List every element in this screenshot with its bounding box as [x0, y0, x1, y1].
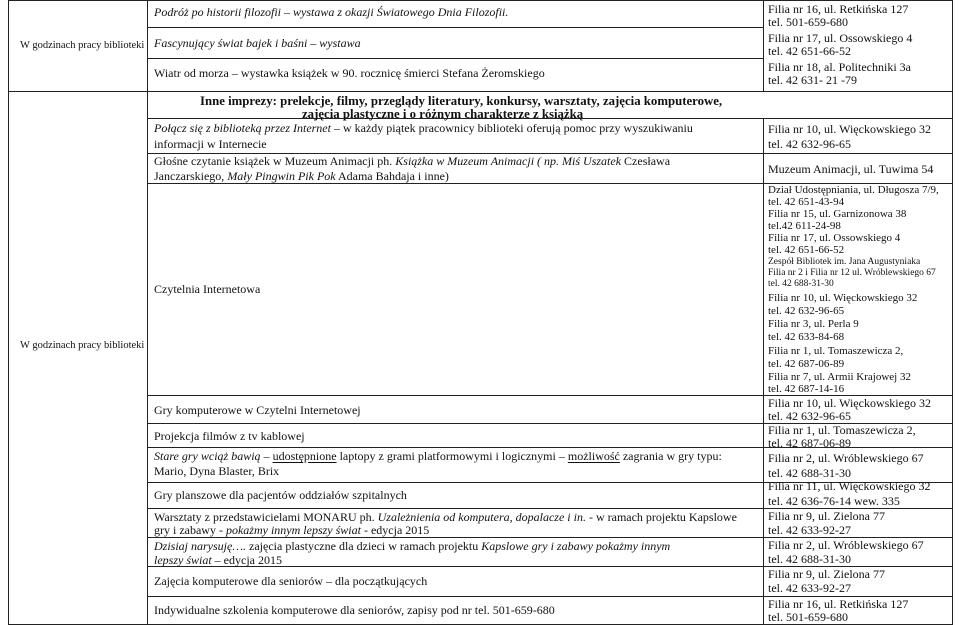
old-games-line2: Mario, Dyna Blaster, Brix — [154, 464, 280, 478]
reading-part: Głośne czytanie książek w Muzeum Animacji ph. — [154, 154, 396, 168]
event-zeromski-exhibition: Wiatr od morza – wystawka książek w 90. rocznicę śmierci Stefana Żeromskiego — [154, 66, 545, 80]
drawing-project: lepszy świat — [154, 553, 212, 567]
internet-help-text — [154, 121, 693, 136]
museum-address: Muzeum Animacji, ul. Tuwima 54 — [768, 162, 934, 176]
branch-line: Dział Udostępniania, ul. Długosza 7/9, — [768, 184, 939, 196]
branch-phone: tel. 42 632-96-65 — [768, 409, 851, 423]
grid-line — [8, 91, 953, 92]
drawing-line2 — [154, 553, 282, 568]
branch-name: Filia nr 2, ul. Wróblewskiego 67 — [768, 538, 924, 552]
branch-phone: tel. 42 631- 21 -79 — [768, 73, 857, 87]
branch-name: Filia nr 17, ul. Ossowskiego 4 — [768, 31, 913, 45]
grid-line — [952, 0, 953, 625]
board-games: Gry planszowe dla pacjentów oddziałów szpitalnych — [154, 488, 407, 502]
branch-name: Filia nr 18, al. Politechniki 3a — [768, 60, 911, 74]
film-projection: Projekcja filmów z tv kablowej — [154, 429, 305, 443]
seniors-training: Indywidualne szkolenia komputerowe dla seniorów, zapisy pod nr tel. 501-659-680 — [154, 603, 555, 617]
grid-line — [147, 58, 764, 59]
branch-name: Filia nr 2, ul. Wróblewskiego 67 — [768, 451, 924, 465]
internet-help-lead: Połącz się z biblioteką przez Internet — [154, 121, 331, 135]
branch-name: Filia nr 16, ul. Retkińska 127 — [768, 2, 909, 16]
old-games-part: zagrania w gry typu: — [619, 449, 722, 463]
workshops-slogan: pokażmy innym lepszy świat — [225, 523, 361, 537]
workshops-part: gry i zabawy - — [154, 523, 226, 537]
reading-text-line2 — [154, 169, 449, 184]
branch-line: tel. 42 688-31-30 — [768, 279, 834, 289]
branch-line: tel. 42 651-66-52 — [768, 244, 845, 256]
section-heading: Inne imprezy: prelekcje, filmy, przeglądy literatury, konkursy, warsztaty, zajęcia komputerowe, — [200, 94, 723, 108]
left-label-hours: W godzinach pracy biblioteki — [20, 40, 145, 51]
branch-phone: tel. 42 651-66-52 — [768, 44, 851, 58]
internet-help-line2: informacji w Internecie — [154, 137, 267, 151]
old-games-text — [154, 449, 722, 464]
branch-line: tel. 42 687-06-89 — [768, 358, 845, 370]
internet-reading-room: Czytelnia Internetowa — [154, 282, 261, 296]
reading-part: Adama Bahdaja i inne) — [335, 169, 449, 183]
branch-line: Filia nr 1, ul. Tomaszewicza 2, — [768, 345, 904, 357]
branch-line: Filia nr 2 i Filia nr 12 ul. Wróblewskiego 67 — [768, 268, 936, 278]
branch-line: tel.42 611-24-98 — [768, 220, 841, 232]
branch-name: Filia nr 10, ul. Więckowskiego 32 — [768, 122, 931, 136]
grid-line — [763, 118, 764, 625]
reading-book-title: Mały Pingwin Pik Pok — [227, 169, 336, 183]
workshops-part: Warsztaty z przedstawicielami MONARU ph. — [154, 510, 378, 524]
seniors-classes: Zajęcia komputerowe dla seniorów – dla początkujących — [154, 574, 428, 588]
drawing-title: Dzisiaj narysuję…. — [154, 539, 247, 553]
drawing-part: – edycja 2015 — [211, 553, 282, 567]
workshops-part: - w ramach projektu Kapslowe — [585, 510, 737, 524]
branch-name: Filia nr 9, ul. Zielona 77 — [768, 567, 885, 581]
reading-part: Janczarskiego, — [154, 169, 228, 183]
left-label-hours: W godzinach pracy biblioteki — [20, 340, 145, 351]
branch-phone: tel. 42 688-31-30 — [768, 466, 851, 480]
event-fairytales-exhibition: Fascynujący świat bajek i baśni – wystawa — [154, 36, 361, 50]
branch-name: Filia nr 1, ul. Tomaszewicza 2, — [768, 423, 916, 437]
branch-line: Filia nr 3, ul. Perla 9 — [768, 318, 859, 330]
old-games-part: – — [260, 449, 273, 463]
branch-line: Filia nr 7, ul. Armii Krajowej 32 — [768, 371, 911, 383]
grid-line — [147, 27, 764, 28]
grid-line — [763, 0, 764, 91]
branch-phone: tel. 42 687-06-89 — [768, 436, 851, 450]
branch-phone: tel. 501-659-680 — [768, 610, 848, 624]
branch-name: Filia nr 16, ul. Retkińska 127 — [768, 597, 909, 611]
old-games-part: udostępnione — [272, 449, 337, 463]
old-games-part: laptopy z grami platformowymi i logicznymi – — [336, 449, 568, 463]
reading-book-title: Miś Uszatek — [562, 154, 622, 168]
branch-phone: tel. 42 632-96-65 — [768, 137, 851, 151]
grid-line — [8, 0, 953, 1]
reading-title: Książka w Muzeum Animacji — [395, 154, 535, 168]
branch-line: tel. 42 687-14-16 — [768, 383, 845, 395]
branch-line: Filia nr 15, ul. Garnizonowa 38 — [768, 208, 907, 220]
drawing-project: Kapslowe gry i zabawy pokażmy innym — [481, 539, 671, 553]
grid-line — [8, 0, 9, 625]
drawing-part: zajęcia plastyczne dla dzieci w ramach projektu — [246, 539, 482, 553]
internet-help-rest: – w każdy piątek pracownicy biblioteki oferują pomoc przy wyszukiwaniu — [330, 121, 693, 135]
branch-line: tel. 42 651-43-94 — [768, 196, 845, 208]
branch-line: Filia nr 17, ul. Ossowskiego 4 — [768, 232, 901, 244]
old-games-part: możliwość — [567, 449, 620, 463]
workshops-part: - edycja 2015 — [360, 523, 430, 537]
branch-name: Filia nr 9, ul. Zielona 77 — [768, 509, 885, 523]
branch-phone: tel. 42 636-76-14 wew. 335 — [768, 494, 900, 508]
workshops-title: Uzależnienia od komputera, dopalacze i in. — [377, 510, 586, 524]
section-heading: zajęcia plastyczne i o różnym charakterze z książką — [302, 107, 584, 121]
branch-line: tel. 42 632-96-65 — [768, 305, 845, 317]
branch-phone: tel. 42 633-92-27 — [768, 581, 851, 595]
branch-name: Filia nr 11, ul. Więckowskiego 32 — [768, 479, 931, 493]
old-games-title: Stare gry wciąż bawią — [154, 449, 261, 463]
drawing-text — [154, 539, 670, 554]
branch-name: Filia nr 10, ul. Więckowskiego 32 — [768, 396, 931, 410]
reading-text — [154, 154, 670, 169]
branch-line: Filia nr 10, ul. Więckowskiego 32 — [768, 292, 918, 304]
computer-games: Gry komputerowe w Czytelni Internetowej — [154, 403, 361, 417]
branch-phone: tel. 42 633-92-27 — [768, 523, 851, 537]
reading-part: Czesława — [621, 154, 671, 168]
reading-part: ( np. — [534, 154, 563, 168]
branch-phone: tel. 501-659-680 — [768, 15, 848, 29]
branch-line: tel. 42 633-84-68 — [768, 331, 845, 343]
grid-line — [147, 0, 148, 625]
branch-phone: tel. 42 688-31-30 — [768, 552, 851, 566]
branch-line: Zespół Bibliotek im. Jana Augustyniaka — [768, 257, 921, 267]
workshops-line2 — [154, 523, 429, 538]
event-philosophy-exhibition: Podróż po historii filozofii – wystawa z okazji Światowego Dnia Filozofii. — [154, 5, 509, 19]
